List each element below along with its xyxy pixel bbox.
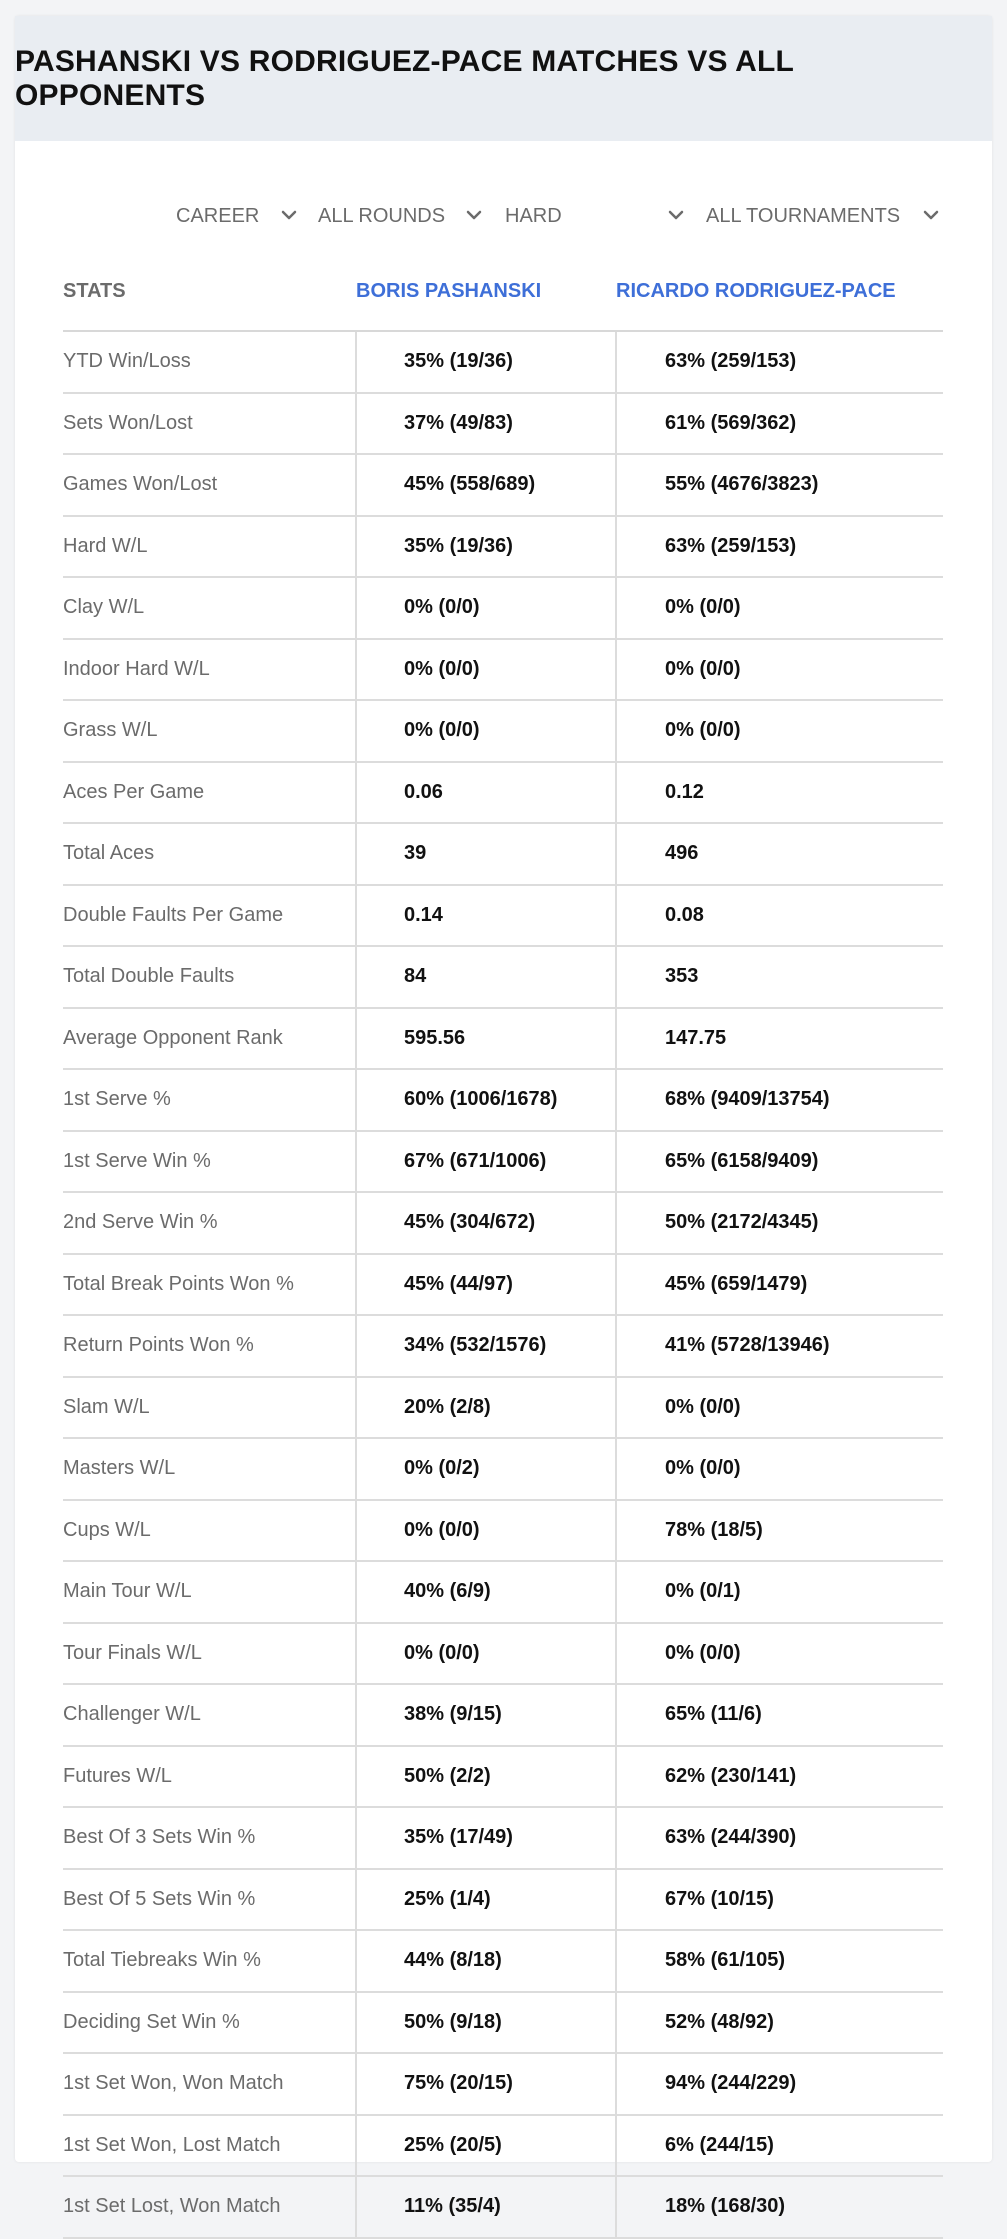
stat-label: Best Of 3 Sets Win % <box>63 1807 356 1869</box>
table-row <box>63 454 943 516</box>
stat-label: Masters W/L <box>63 1438 356 1500</box>
rounds-select[interactable] <box>318 196 445 236</box>
player2-stat-value: 68% (9409/13754) <box>616 1069 943 1131</box>
player2-stat-value: 0% (0/0) <box>616 1438 943 1500</box>
stat-label: Total Aces <box>63 823 356 885</box>
stat-label: Indoor Hard W/L <box>63 639 356 701</box>
stat-label: 1st Set Won, Won Match <box>63 2053 356 2115</box>
player2-stat-value: 0% (0/0) <box>616 1623 943 1685</box>
table-row <box>63 1500 943 1562</box>
player2-stat-value: 65% (6158/9409) <box>616 1131 943 1193</box>
player2-stat-value: 45% (659/1479) <box>616 1254 943 1316</box>
tournaments-select[interactable] <box>706 196 900 236</box>
table-row <box>63 1069 943 1131</box>
table-row <box>63 1438 943 1500</box>
table-row <box>63 1930 943 1992</box>
player2-stat-value: 61% (569/362) <box>616 393 943 455</box>
player1-stat-value: 84 <box>356 946 616 1008</box>
stat-label: Total Break Points Won % <box>63 1254 356 1316</box>
player1-stat-value: 0% (0/0) <box>356 639 616 701</box>
player1-stat-value: 44% (8/18) <box>356 1930 616 1992</box>
player1-stat-value: 25% (1/4) <box>356 1869 616 1931</box>
chevron-down-icon[interactable] <box>667 206 685 224</box>
player2-stat-value: 0% (0/0) <box>616 1377 943 1439</box>
player2-stat-value: 41% (5728/13946) <box>616 1315 943 1377</box>
player2-stat-value: 94% (244/229) <box>616 2053 943 2115</box>
table-header-row <box>63 252 943 331</box>
period-select-value: CAREER <box>176 204 260 227</box>
player2-stat-value: 63% (244/390) <box>616 1807 943 1869</box>
player1-stat-value: 50% (9/18) <box>356 1992 616 2054</box>
player1-stat-value: 45% (558/689) <box>356 454 616 516</box>
stat-label: Tour Finals W/L <box>63 1623 356 1685</box>
player1-stat-value: 45% (304/672) <box>356 1192 616 1254</box>
player1-stat-value: 0% (0/0) <box>356 700 616 762</box>
stat-label: Grass W/L <box>63 700 356 762</box>
player1-stat-value: 0.14 <box>356 885 616 947</box>
player1-stat-value: 38% (9/15) <box>356 1684 616 1746</box>
player2-stat-value: 0% (0/0) <box>616 577 943 639</box>
player1-stat-value: 595.56 <box>356 1008 616 1070</box>
stat-label: Hard W/L <box>63 516 356 578</box>
player2-stat-value: 0.08 <box>616 885 943 947</box>
table-row <box>63 1807 943 1869</box>
player2-stat-value: 55% (4676/3823) <box>616 454 943 516</box>
player2-stat-value: 0% (0/0) <box>616 700 943 762</box>
player1-stat-value: 0.06 <box>356 762 616 824</box>
stat-label: Double Faults Per Game <box>63 885 356 947</box>
stat-label: Deciding Set Win % <box>63 1992 356 2054</box>
player1-stat-value: 37% (49/83) <box>356 393 616 455</box>
table-row <box>63 2176 943 2238</box>
table-row <box>63 762 943 824</box>
stat-label: 1st Set Won, Lost Match <box>63 2115 356 2177</box>
player1-name-link[interactable]: BORIS PASHANSKI <box>356 252 616 331</box>
table-row <box>63 946 943 1008</box>
rounds-select-value: ALL ROUNDS <box>318 204 446 227</box>
player1-stat-value: 67% (671/1006) <box>356 1131 616 1193</box>
player1-stat-value: 45% (44/97) <box>356 1254 616 1316</box>
player1-stat-value: 40% (6/9) <box>356 1561 616 1623</box>
player2-stat-value: 78% (18/5) <box>616 1500 943 1562</box>
period-select[interactable] <box>176 196 259 236</box>
stat-label: Challenger W/L <box>63 1684 356 1746</box>
stat-label: YTD Win/Loss <box>63 331 356 393</box>
stat-label: 1st Serve % <box>63 1069 356 1131</box>
tournaments-select-value: ALL TOURNAMENTS <box>706 204 901 227</box>
surface-select-value: HARD <box>505 204 562 227</box>
table-row <box>63 639 943 701</box>
player1-stat-value: 0% (0/2) <box>356 1438 616 1500</box>
stat-label: Aces Per Game <box>63 762 356 824</box>
table-row <box>63 393 943 455</box>
table-row <box>63 1315 943 1377</box>
table-row <box>63 1377 943 1439</box>
table-row <box>63 331 943 393</box>
stat-label: Main Tour W/L <box>63 1561 356 1623</box>
player2-name-link[interactable]: RICARDO RODRIGUEZ-PACE <box>616 252 943 331</box>
player2-stat-value: 0% (0/0) <box>616 639 943 701</box>
table-row <box>63 1008 943 1070</box>
player2-stat-value: 63% (259/153) <box>616 331 943 393</box>
table-row <box>63 1992 943 2054</box>
table-row <box>63 2053 943 2115</box>
table-row <box>63 1192 943 1254</box>
table-row <box>63 1561 943 1623</box>
player2-stat-value: 0.12 <box>616 762 943 824</box>
stat-label: Total Tiebreaks Win % <box>63 1930 356 1992</box>
stats-table-body <box>63 331 943 2238</box>
player1-stat-value: 60% (1006/1678) <box>356 1069 616 1131</box>
player1-stat-value: 39 <box>356 823 616 885</box>
player2-stat-value: 18% (168/30) <box>616 2176 943 2238</box>
player1-stat-value: 50% (2/2) <box>356 1746 616 1808</box>
table-row <box>63 700 943 762</box>
player2-stat-value: 0% (0/1) <box>616 1561 943 1623</box>
player2-stat-value: 496 <box>616 823 943 885</box>
stat-label: 2nd Serve Win % <box>63 1192 356 1254</box>
player1-stat-value: 35% (19/36) <box>356 516 616 578</box>
stat-label: Average Opponent Rank <box>63 1008 356 1070</box>
table-row <box>63 1869 943 1931</box>
player2-stat-value: 52% (48/92) <box>616 1992 943 2054</box>
player2-stat-value: 67% (10/15) <box>616 1869 943 1931</box>
page-header <box>15 16 992 141</box>
stat-label: 1st Serve Win % <box>63 1131 356 1193</box>
stat-label: 1st Set Lost, Won Match <box>63 2176 356 2238</box>
table-row <box>63 823 943 885</box>
table-row <box>63 516 943 578</box>
stat-label: Clay W/L <box>63 577 356 639</box>
table-row <box>63 1623 943 1685</box>
table-row <box>63 1254 943 1316</box>
table-row <box>63 2115 943 2177</box>
stat-label: Cups W/L <box>63 1500 356 1562</box>
player1-stat-value: 35% (19/36) <box>356 331 616 393</box>
stats-card <box>15 16 992 2218</box>
player1-stat-value: 11% (35/4) <box>356 2176 616 2238</box>
table-row <box>63 1746 943 1808</box>
stat-label: Return Points Won % <box>63 1315 356 1377</box>
chevron-down-icon[interactable] <box>280 206 298 224</box>
player1-stat-value: 20% (2/8) <box>356 1377 616 1439</box>
player2-stat-value: 50% (2172/4345) <box>616 1192 943 1254</box>
stat-label: Best Of 5 Sets Win % <box>63 1869 356 1931</box>
player1-stat-value: 0% (0/0) <box>356 577 616 639</box>
player2-stat-value: 147.75 <box>616 1008 943 1070</box>
stats-column-header: STATS <box>63 252 356 331</box>
player2-stat-value: 63% (259/153) <box>616 516 943 578</box>
filter-bar <box>15 188 992 252</box>
player2-stat-value: 58% (61/105) <box>616 1930 943 1992</box>
chevron-down-icon[interactable] <box>922 206 940 224</box>
stat-label: Total Double Faults <box>63 946 356 1008</box>
table-row <box>63 1131 943 1193</box>
player2-stat-value: 6% (244/15) <box>616 2115 943 2177</box>
page-title: PASHANSKI VS RODRIGUEZ-PACE MATCHES VS ALL OPPONENTS <box>15 44 794 112</box>
player1-stat-value: 25% (20/5) <box>356 2115 616 2177</box>
player1-stat-value: 0% (0/0) <box>356 1623 616 1685</box>
player2-stat-value: 62% (230/141) <box>616 1746 943 1808</box>
surface-select[interactable] <box>505 196 562 236</box>
table-row <box>63 885 943 947</box>
chevron-down-icon[interactable] <box>465 206 483 224</box>
stat-label: Games Won/Lost <box>63 454 356 516</box>
player1-stat-value: 34% (532/1576) <box>356 1315 616 1377</box>
player1-stat-value: 75% (20/15) <box>356 2053 616 2115</box>
player1-stat-value: 0% (0/0) <box>356 1500 616 1562</box>
table-row <box>63 577 943 639</box>
stat-label: Sets Won/Lost <box>63 393 356 455</box>
stats-table <box>63 252 943 2239</box>
player1-stat-value: 35% (17/49) <box>356 1807 616 1869</box>
stat-label: Futures W/L <box>63 1746 356 1808</box>
stat-label: Slam W/L <box>63 1377 356 1439</box>
player2-stat-value: 65% (11/6) <box>616 1684 943 1746</box>
table-row <box>63 1684 943 1746</box>
player2-stat-value: 353 <box>616 946 943 1008</box>
